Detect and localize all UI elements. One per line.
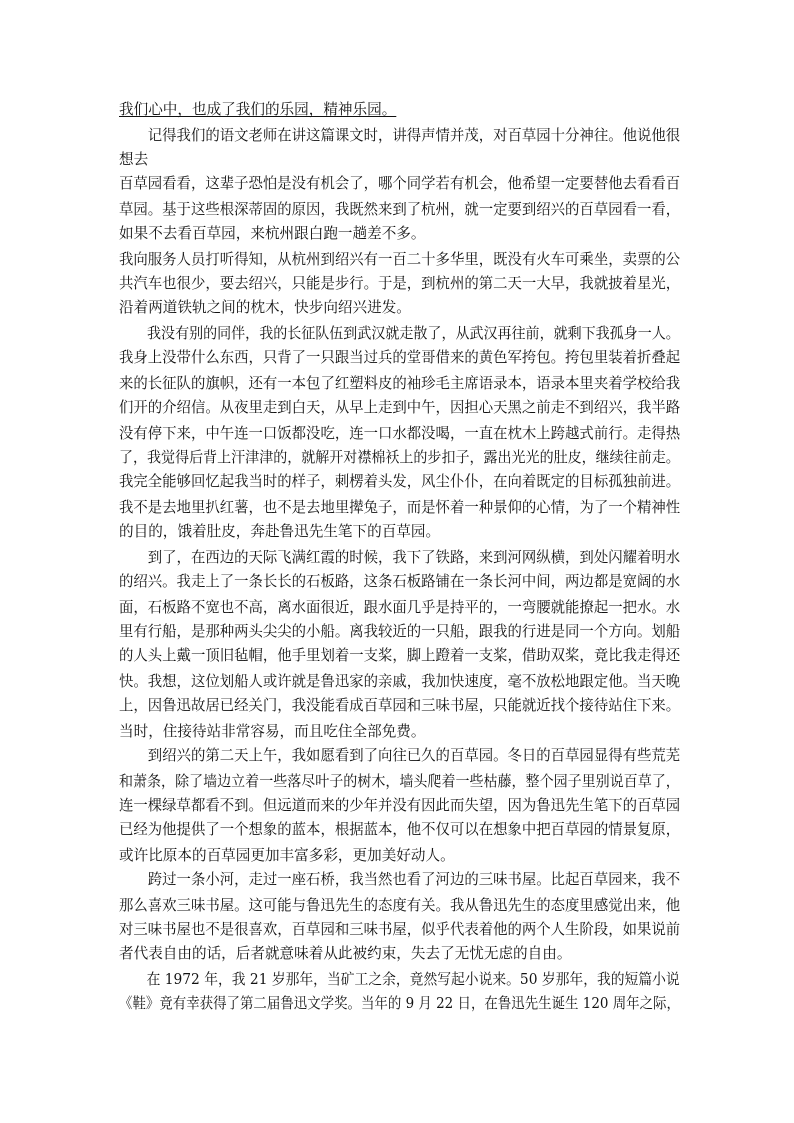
text-line: 当时，住接待站非常容易，而且吃住全部免费。 [119, 723, 426, 740]
text-line: 里有行船，是那种两头尖尖的小船。离我较近的一只船，跟我的行进是同一个方向。划船 [119, 623, 681, 640]
text-line: 者代表自由的话，后者就意味着从此被约束，失去了无忧无虑的自由。 [119, 945, 572, 962]
text-line: 面，石板路不宽也不高，离水面很近，跟水面几乎是持平的，一弯腰就能撩起一把水。水 [119, 599, 681, 616]
text-line: 的目的，饿着肚皮，奔赴鲁迅先生笔下的百草园。 [119, 523, 441, 540]
text-line: 如果不去看百草园，来杭州跟白跑一趟差不多。 [119, 225, 426, 242]
text-line: 的人头上戴一顶旧毡帽，他手里划着一支桨，脚上蹬着一支桨，借助双桨，竟比我走得还 [119, 647, 681, 664]
text-line: 跨过一条小河，走过一座石桥，我当然也看了河边的三味书屋。比起百草园来，我不 [119, 871, 681, 888]
text-line: 已经为他提供了一个想象的蓝本，根据蓝本，他不仅可以在想象中把百草园的情景复原， [119, 821, 681, 838]
text-line: 沿着两道铁轨之间的枕木，快步向绍兴进发。 [119, 299, 411, 316]
text-line: 百草园看看，这辈子恐怕是没有机会了，哪个同学若有机会，他希望一定要替他去看看百 [119, 175, 681, 192]
text-line: 或许比原本的百草园更加丰富多彩，更加美好动人。 [119, 847, 455, 864]
text-line: 记得我们的语文老师在讲这篇课文时，讲得声情并茂，对百草园十分神往。他说他很 [119, 127, 681, 144]
text-line: 我身上没带什么东西，只背了一只跟当过兵的堂哥借来的黄色军挎包。挎包里装着折叠起 [119, 349, 681, 366]
text-line: 上，因鲁迅故居已经关门，我没能看成百草园和三味书屋，只能就近找个接待站住下来。 [119, 697, 681, 714]
text-line: 在 1972 年，我 21 岁那年，当矿工之余，竟然写起小说来。50 岁那年，我的短篇小说 [119, 971, 680, 988]
text-line: 快。我想，这位划船人或许就是鲁迅家的亲戚，我加快速度，毫不放松地跟定他。当天晚 [119, 673, 681, 690]
text-line: 对三味书屋也不是很喜欢，百草园和三味书屋，似乎代表着他的两个人生阶段，如果说前 [119, 921, 681, 938]
text-line: 没有停下来，中午连一口饭都没吃，连一口水都没喝，一直在枕木上跨越式前行。走得热 [119, 425, 681, 442]
text-line: 我没有别的同伴，我的长征队伍到武汉就走散了，从武汉再往前，就剩下我孤身一人。 [119, 325, 680, 342]
text-line: 连一棵绿草都看不到。但远道而来的少年并没有因此而失望，因为鲁迅先生笔下的百草园 [119, 797, 681, 814]
text-line: 们开的介绍信。从夜里走到白天，从早上走到中午，因担心天黑之前走不到绍兴，我半路 [119, 399, 681, 416]
text-line: 想去 [119, 151, 149, 168]
text-line: 我不是去地里扒红薯，也不是去地里撵兔子，而是怀着一种景仰的心情，为了一个精神性 [119, 499, 681, 516]
text-line: 了，我觉得后背上汗津津的，就解开对襟棉袄上的步扣子，露出光光的肚皮，继续往前走。 [119, 449, 680, 466]
text-line: 的绍兴。我走上了一条长长的石板路，这条石板路铺在一条长河中间，两边都是宽阔的水 [119, 573, 681, 590]
text-line: 我完全能够回忆起我当时的样子，刺楞着头发，风尘仆仆，在向着既定的目标孤独前进。 [119, 473, 681, 490]
text-line: 那么喜欢三味书屋。这可能与鲁迅先生的态度有关。我从鲁迅先生的态度里感觉出来，他 [119, 897, 681, 914]
text-line: 来的长征队的旗帜，还有一本包了红塑料皮的袖珍毛主席语录本，语录本里夹着学校给我 [119, 375, 681, 392]
text-line: 我向服务人员打听得知，从杭州到绍兴有一百二十多华里，既没有火车可乘坐，卖票的公 [119, 251, 681, 268]
text-line: 到了，在西边的天际飞满红霞的时候，我下了铁路，来到河网纵横，到处闪耀着明水 [119, 549, 681, 566]
text-line: 草园。基于这些根深蒂固的原因，我既然来到了杭州，就一定要到绍兴的百草园看一看， [119, 201, 681, 218]
text-line: 我们心中，也成了我们的乐园，精神乐园。 [119, 101, 397, 118]
text-line: 和萧条，除了墙边立着一些落尽叶子的树木，墙头爬着一些枯藤，整个园子里别说百草了， [119, 773, 680, 790]
text-line: 共汽车也很少，要去绍兴，只能是步行。于是，到杭州的第二天一大早，我就披着星光， [119, 275, 681, 292]
text-line: 《鞋》竟有幸获得了第二届鲁迅文学奖。当年的 9 月 22 日，在鲁迅先生诞生 120 周年之际， [119, 995, 680, 1012]
text-line: 到绍兴的第二天上午，我如愿看到了向往已久的百草园。冬日的百草园显得有些荒芜 [119, 747, 681, 764]
